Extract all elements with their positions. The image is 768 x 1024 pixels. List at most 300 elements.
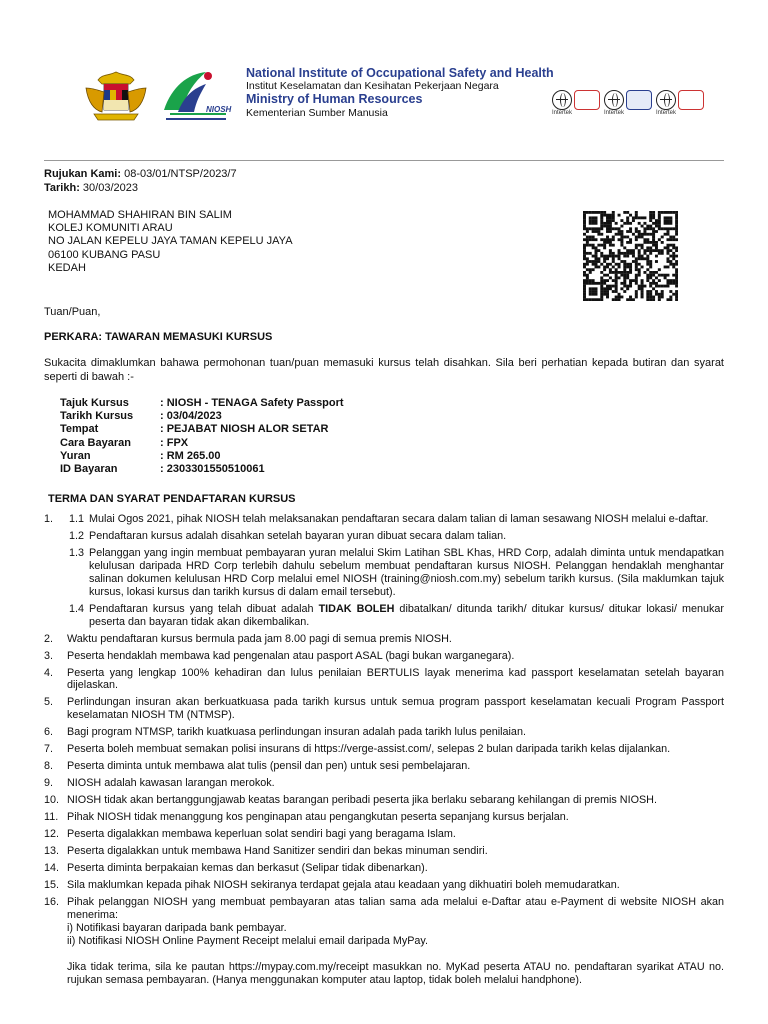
qr-module [618,266,621,269]
qr-module [669,279,672,282]
qr-module [609,222,612,225]
qr-module [649,271,652,274]
address-line: KEDAH [48,261,86,274]
qr-module [583,216,586,219]
qr-module [626,222,629,225]
qr-module [632,219,635,222]
qr-module [600,238,603,241]
qr-module [626,271,629,274]
organisation-block [246,66,554,119]
qr-module [649,252,652,255]
qr-module [646,290,649,293]
qr-module [603,290,606,293]
globe-icon [552,90,572,110]
qr-module [675,274,678,277]
cert-badge-1 [552,90,600,116]
qr-module [615,263,618,266]
qr-module [669,222,672,225]
details-label: Yuran [60,449,91,462]
qr-module [592,263,595,266]
qr-module [641,216,644,219]
org-name-ms: Institut Keselamatan dan Kesihatan Pekerjaan Negara [246,80,499,93]
qr-module [655,222,658,225]
qr-module [666,216,669,219]
qr-module [600,298,603,301]
qr-module [664,276,667,279]
qr-module [638,236,641,239]
qr-module [629,271,632,274]
qr-module [655,230,658,233]
qr-module [595,282,598,285]
qr-module [643,227,646,230]
qr-module [655,249,658,252]
term-number: 1. [44,513,54,525]
qr-module [629,263,632,266]
qr-module [618,276,621,279]
qr-module [615,287,618,290]
qr-module [603,244,606,247]
qr-module [652,271,655,274]
qr-module [675,227,678,230]
qr-module [675,230,678,233]
qr-module [666,274,669,277]
qr-module [664,222,667,225]
qr-module [661,290,664,293]
qr-module [609,230,612,233]
qr-module [592,282,595,285]
qr-module [612,255,615,258]
qr-module [626,252,629,255]
qr-module [615,296,618,299]
qr-module [600,211,603,214]
qr-module [641,279,644,282]
term-number: 9. [44,777,54,790]
qr-module [600,271,603,274]
qr-module [629,298,632,301]
qr-module [609,241,612,244]
qr-module [603,257,606,260]
qr-module [620,260,623,263]
qr-module [666,285,669,288]
qr-code [583,211,678,301]
qr-module [603,279,606,282]
qr-module [635,263,638,266]
qr-module [620,225,623,228]
qr-module [672,227,675,230]
qr-module [592,219,595,222]
qr-module [623,252,626,255]
qr-module [652,249,655,252]
qr-module [592,246,595,249]
term-number: 12. [44,828,60,841]
qr-module [595,246,598,249]
qr-module [606,222,609,225]
qr-module [655,293,658,296]
qr-module [615,279,618,282]
intro-paragraph: Sukacita dimaklumkan bahawa permohonan tuan/puan memasuki kursus telah disahkan. Sila beri perhatian kepada butiran dan syarat seperti di bawah :- [44,357,724,383]
qr-module [646,257,649,260]
qr-module [586,263,589,266]
qr-module [655,260,658,263]
qr-module [635,257,638,260]
qr-module [589,271,592,274]
qr-module [646,246,649,249]
qr-module [675,233,678,236]
qr-module [675,214,678,217]
qr-module [666,246,669,249]
qr-module [618,293,621,296]
qr-module [643,222,646,225]
qr-module [652,211,655,214]
term-number: 5. [44,696,54,709]
qr-module [620,230,623,233]
term-item [44,879,724,892]
qr-module [661,274,664,277]
qr-module [606,238,609,241]
term-text: Waktu pendaftaran kursus bermula pada jam 8.00 pagi di semua premis NIOSH. [67,632,452,645]
org-name-en: National Institute of Occupational Safety and Health [246,66,554,80]
qr-module [583,238,586,241]
qr-module [626,230,629,233]
term-text: Bagi program NTMSP, tarikh kuatkuasa perlindungan insuran adalah pada tarikh lulus penilaian. [67,726,526,739]
qr-module [597,298,600,301]
subitem-text: Mulai Ogos 2021, pihak NIOSH telah melaksanakan pendaftaran secara dalam talian di laman sesawang NIOSH melalui e-daftar. [89,513,709,525]
qr-module [658,249,661,252]
qr-module [618,255,621,258]
qr-module [612,252,615,255]
cert-mark-icon [626,90,652,110]
qr-module [589,216,592,219]
qr-module [641,233,644,236]
qr-module [586,241,589,244]
qr-module [652,287,655,290]
qr-module [672,238,675,241]
qr-module [618,271,621,274]
qr-module [675,276,678,279]
qr-module [612,279,615,282]
qr-module [626,249,629,252]
details-row [60,423,344,436]
qr-module [666,266,669,269]
qr-module [635,282,638,285]
qr-module [606,293,609,296]
term-number: 13. [44,845,60,858]
term-item-1 [44,513,724,629]
qr-module [595,293,598,296]
qr-module [658,279,661,282]
qr-module [583,287,586,290]
qr-module [592,279,595,282]
qr-module [655,282,658,285]
qr-module [592,255,595,258]
qr-module [664,246,667,249]
qr-module [675,260,678,263]
cert-mark-icon [678,90,704,110]
qr-module [626,298,629,301]
qr-module [646,268,649,271]
qr-module [646,255,649,258]
qr-module [592,230,595,233]
subitem-number: 1.4 [69,602,85,615]
qr-module [615,222,618,225]
qr-module [600,214,603,217]
qr-module [606,216,609,219]
term-number: 4. [44,666,54,679]
qr-module [623,279,626,282]
qr-module [661,285,664,288]
qr-module [666,257,669,260]
qr-module [623,271,626,274]
qr-module [618,249,621,252]
qr-module [638,287,641,290]
qr-module [583,257,586,260]
qr-module [649,233,652,236]
cert-label: Intertek [656,110,677,116]
qr-module [597,211,600,214]
qr-module [612,285,615,288]
qr-module [583,244,586,247]
term-number: 16. [44,895,60,908]
qr-module [609,255,612,258]
qr-module [658,293,661,296]
coat-of-arms-logo [80,68,152,126]
qr-module [655,290,658,293]
qr-module [612,290,615,293]
qr-module [583,225,586,228]
qr-module [586,282,589,285]
qr-module [586,236,589,239]
qr-module [612,260,615,263]
qr-module [635,293,638,296]
qr-module [623,282,626,285]
qr-module [606,287,609,290]
qr-module [597,249,600,252]
qr-module [620,238,623,241]
qr-module [643,233,646,236]
qr-module [626,274,629,277]
qr-module [586,238,589,241]
qr-module [661,211,664,214]
qr-module [632,279,635,282]
qr-module [603,260,606,263]
details-value: : RM 265.00 [160,449,221,462]
qr-module [600,276,603,279]
qr-module [675,246,678,249]
qr-module [595,266,598,269]
qr-module [658,296,661,299]
qr-module [669,219,672,222]
qr-module [589,279,592,282]
qr-module [583,233,586,236]
qr-module [612,227,615,230]
qr-module [603,241,606,244]
qr-module [600,233,603,236]
qr-module [615,271,618,274]
qr-module [643,241,646,244]
cert-badge-3 [656,90,704,116]
term-number: 11. [44,811,59,824]
qr-module [600,219,603,222]
qr-module [597,257,600,260]
qr-module [675,279,678,282]
globe-icon [604,90,624,110]
tarikh-label: Tarikh: [44,181,80,194]
qr-module [612,266,615,269]
qr-module [583,285,586,288]
qr-module [606,296,609,299]
subitem-number: 1.1 [69,513,85,525]
qr-module [612,219,615,222]
qr-module [583,282,586,285]
qr-module [635,236,638,239]
details-label: Cara Bayaran [60,436,131,449]
qr-module [623,274,626,277]
qr-module [592,211,595,214]
qr-module [609,268,612,271]
qr-module [649,211,652,214]
term-item [44,777,724,790]
qr-module [606,230,609,233]
qr-module [600,285,603,288]
qr-module [629,241,632,244]
qr-module [669,227,672,230]
qr-module [675,219,678,222]
qr-module [641,244,644,247]
qr-module [623,260,626,263]
qr-module [672,246,675,249]
qr-module [597,282,600,285]
qr-module [626,211,629,214]
term-text: Peserta hendaklah membawa kad pengenalan atau pasport ASAL (bagi bukan warganegara). [67,649,515,662]
qr-module [615,298,618,301]
qr-module [620,271,623,274]
qr-module [669,249,672,252]
qr-module [600,290,603,293]
qr-module [666,222,669,225]
cert-label: Intertek [604,110,625,116]
qr-module [600,244,603,247]
term-text: Pihak pelanggan NIOSH yang membuat pembayaran atas talian sama ada melalui e-Daftar atau e-Payment di website NIOSH akan menerima: [67,895,724,921]
qr-module [595,227,598,230]
qr-module [583,298,586,301]
term-text: Peserta yang lengkap 100% kehadiran dan lulus penilaian BERTULIS layak menerima kad passport keselamatan setelah bayaran dijelaskan. [67,666,724,692]
qr-module [649,274,652,277]
qr-module [600,263,603,266]
qr-module [635,290,638,293]
qr-module [635,216,638,219]
qr-module [612,257,615,260]
qr-module [592,244,595,247]
qr-module [612,244,615,247]
ministry-name-en: Ministry of Human Resources [246,92,423,107]
qr-module [595,211,598,214]
qr-module [595,249,598,252]
qr-module [638,216,641,219]
qr-module [658,274,661,277]
qr-module [658,238,661,241]
qr-module [600,279,603,282]
globe-icon [656,90,676,110]
qr-module [646,276,649,279]
qr-module [655,255,658,258]
qr-module [658,225,661,228]
qr-module [646,296,649,299]
qr-module [649,285,652,288]
qr-module [672,263,675,266]
term-text: Sila maklumkan kepada pihak NIOSH sekiranya terdapat gejala atau keadaan yang dikhuatiri boleh memudaratkan. [67,878,620,891]
term-text: Perlindungan insuran akan berkuatkuasa pada tarikh kursus untuk semua program passport keselamatan kecuali Program Passport keselamatan NIOSH TM (NTMSP). [67,696,724,722]
qr-module [661,293,664,296]
qr-module [626,263,629,266]
qr-module [589,282,592,285]
term-item [44,726,724,739]
term-number: 6. [44,726,54,739]
qr-module [641,266,644,269]
qr-module [586,298,589,301]
qr-module [675,222,678,225]
qr-module [661,236,664,239]
subitem-text: Pendaftaran kursus yang telah dibuat adalah [89,602,319,615]
qr-module [643,252,646,255]
qr-module [609,263,612,266]
qr-module [672,244,675,247]
qr-module [669,290,672,293]
qr-module [615,255,618,258]
qr-module [583,249,586,252]
qr-module [632,255,635,258]
qr-module [664,274,667,277]
qr-module [632,260,635,263]
qr-module [655,225,658,228]
qr-module [666,282,669,285]
qr-module [635,246,638,249]
ministry-name-ms: Kementerian Sumber Manusia [246,106,388,119]
term-text: i) Notifikasi bayaran daripada bank pembayar. [67,921,287,934]
qr-module [675,211,678,214]
qr-module [638,233,641,236]
qr-module [603,266,606,269]
qr-module [629,227,632,230]
qr-module [603,225,606,228]
qr-module [643,285,646,288]
term-item [44,828,724,841]
qr-module [649,219,652,222]
details-value: : 03/04/2023 [160,410,222,423]
qr-module [589,293,592,296]
qr-module [618,252,621,255]
qr-module [595,252,598,255]
qr-module [669,282,672,285]
qr-module [589,260,592,263]
terms-list [44,513,724,991]
qr-module [652,274,655,277]
qr-module [592,227,595,230]
qr-module [623,266,626,269]
qr-module [666,252,669,255]
qr-module [586,257,589,260]
qr-module [635,266,638,269]
details-label: Tempat [60,423,99,436]
qr-module [583,246,586,249]
qr-module [649,276,652,279]
term-item [44,650,724,663]
qr-module [615,274,618,277]
qr-module [626,241,629,244]
qr-module [592,222,595,225]
term-item [44,743,724,756]
qr-module [641,290,644,293]
qr-module [629,268,632,271]
